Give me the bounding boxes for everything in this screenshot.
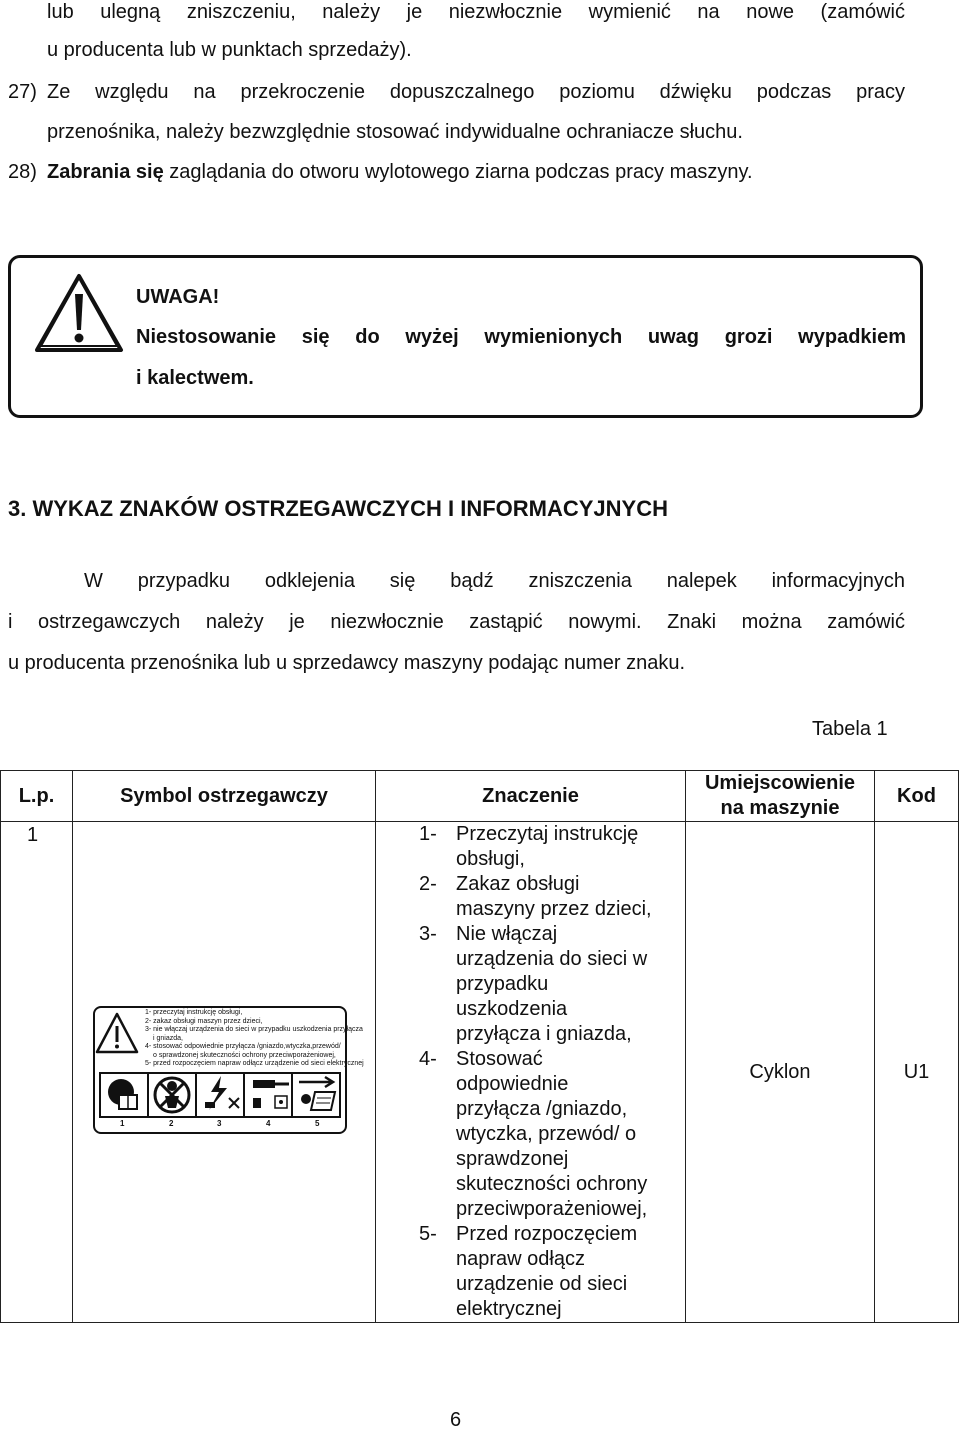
list-item [376,1222,685,1322]
meaning-line: sprawdzonej [456,1148,569,1170]
header-lp: L.p. [1,771,73,822]
list-item [376,822,685,872]
list-number: 28) [8,161,37,183]
warning-sign-label [93,1006,364,1134]
pictogram-number: 5 [315,1119,320,1128]
meaning-number: 3- [419,923,437,945]
meaning-line: Zakaz obsługi [456,873,580,895]
meaning-line: przeciwporażeniowej, [456,1198,648,1220]
table-caption: Tabela 1 [812,718,888,740]
sign-label-line: i gniazda, [153,1034,183,1042]
list-item-text: Ze względu na przekroczenie dopuszczalnego poziomu dźwięku podczas pracy [47,81,905,103]
paragraph-line: u producenta przenośnika lub u sprzedawcy maszyny podając numer znaku. [8,652,686,674]
meaning-line: Nie włączaj [456,923,558,945]
page-number: 6 [450,1409,462,1431]
paragraph-line: W przypadku odklejenia się bądź zniszczenia nalepek informacyjnych [84,570,905,592]
meaning-line: napraw odłącz [456,1248,585,1270]
section-heading: 3. WYKAZ ZNAKÓW OSTRZEGAWCZYCH I INFORMACYJNYCH [8,496,668,521]
warning-triangle-icon [33,272,125,354]
list-item [376,1047,685,1222]
meaning-list [376,822,685,1322]
meaning-line: Stosować [456,1048,543,1070]
meaning-line: maszyny przez dzieci, [456,898,652,920]
meaning-line: Przed rozpoczęciem [456,1223,638,1245]
meaning-line: skuteczności ochrony [456,1173,648,1195]
meaning-line: przyłącza i gniazda, [456,1023,632,1045]
pictogram-number: 4 [266,1119,271,1128]
pictogram-number: 1 [120,1119,125,1128]
meaning-line: obsługi, [456,848,525,870]
sign-label-line: 2- zakaz obsługi maszyn przez dzieci, [145,1017,263,1025]
meaning-line: przyłącza /gniazdo, [456,1098,628,1120]
sign-label-line: 5- przed rozpoczęciem napraw odłącz urządzenie od sieci elektrycznej [145,1060,364,1067]
warning-title: UWAGA! [136,286,220,308]
list-item-rest: zaglądania do otworu wylotowego ziarna podczas pracy maszyny. [163,161,753,183]
meaning-line: Przeczytaj instrukcję [456,823,639,845]
list-number: 27) [8,81,37,103]
meaning-number: 4- [419,1048,437,1070]
cell-location: Cyklon [686,822,875,1323]
bold-phrase: Zabrania się [47,161,164,183]
header-code: Kod [875,771,959,822]
list-item-text: przenośnika, należy bezwzględnie stosować indywidualne ochraniacze słuchu. [47,121,743,143]
meaning-line: przypadku [456,973,549,995]
text-line: u producenta lub w punktach sprzedaży). [47,39,412,61]
meaning-line: uszkodzenia [456,998,568,1020]
list-item-text [47,160,753,184]
meaning-number: 5- [419,1223,437,1245]
sign-label-text [145,1009,364,1069]
meaning-line: wtyczka, przewód/ o [456,1123,637,1145]
list-item [376,872,685,922]
cell-code: U1 [875,822,959,1323]
header-location-line: na maszynie [720,797,840,819]
meaning-number: 1- [419,823,437,845]
cell-meaning [376,822,686,1323]
header-location-line: Umiejscowienie [704,772,856,794]
cell-lp: 1 [1,822,73,1323]
sign-label-line: o sprawdzonej skuteczności ochrony przeciwporażeniowej, [153,1051,336,1059]
sign-label-line: 1- przeczytaj instrukcję obsługi, [145,1009,243,1016]
meaning-line: elektrycznej [456,1298,562,1320]
pictogram-number: 3 [217,1119,222,1128]
text-line: lub ulegną zniszczeniu, należy je niezwłocznie wymienić na nowe (zamówić [47,1,905,23]
sign-label-line: 4- stosować odpowiednie przyłącza /gniazdo,wtyczka,przewód/ [145,1043,341,1050]
header-symbol: Symbol ostrzegawczy [73,771,376,822]
meaning-line: urządzenie od sieci [456,1273,628,1295]
table-header-row [1,771,959,822]
meaning-number: 2- [419,873,437,895]
meaning-line: odpowiednie [456,1073,569,1095]
warning-box [8,255,923,418]
pictogram-number: 2 [169,1119,174,1128]
meaning-line: urządzenia do sieci w [456,948,648,970]
header-meaning: Znaczenie [376,771,686,822]
list-item [376,922,685,1047]
header-location [686,771,875,822]
warning-text: i kalectwem. [136,367,254,389]
paragraph-line: i ostrzegawczych należy je niezwłocznie zastąpić nowymi. Znaki można zamówić [8,611,905,633]
warning-text: Niestosowanie się do wyżej wymienionych uwag grozi wypadkiem [136,326,906,348]
sign-label-line: 3- nie włączaj urządzenia do sieci w przypadku uszkodzenia przyłącza [145,1026,363,1033]
